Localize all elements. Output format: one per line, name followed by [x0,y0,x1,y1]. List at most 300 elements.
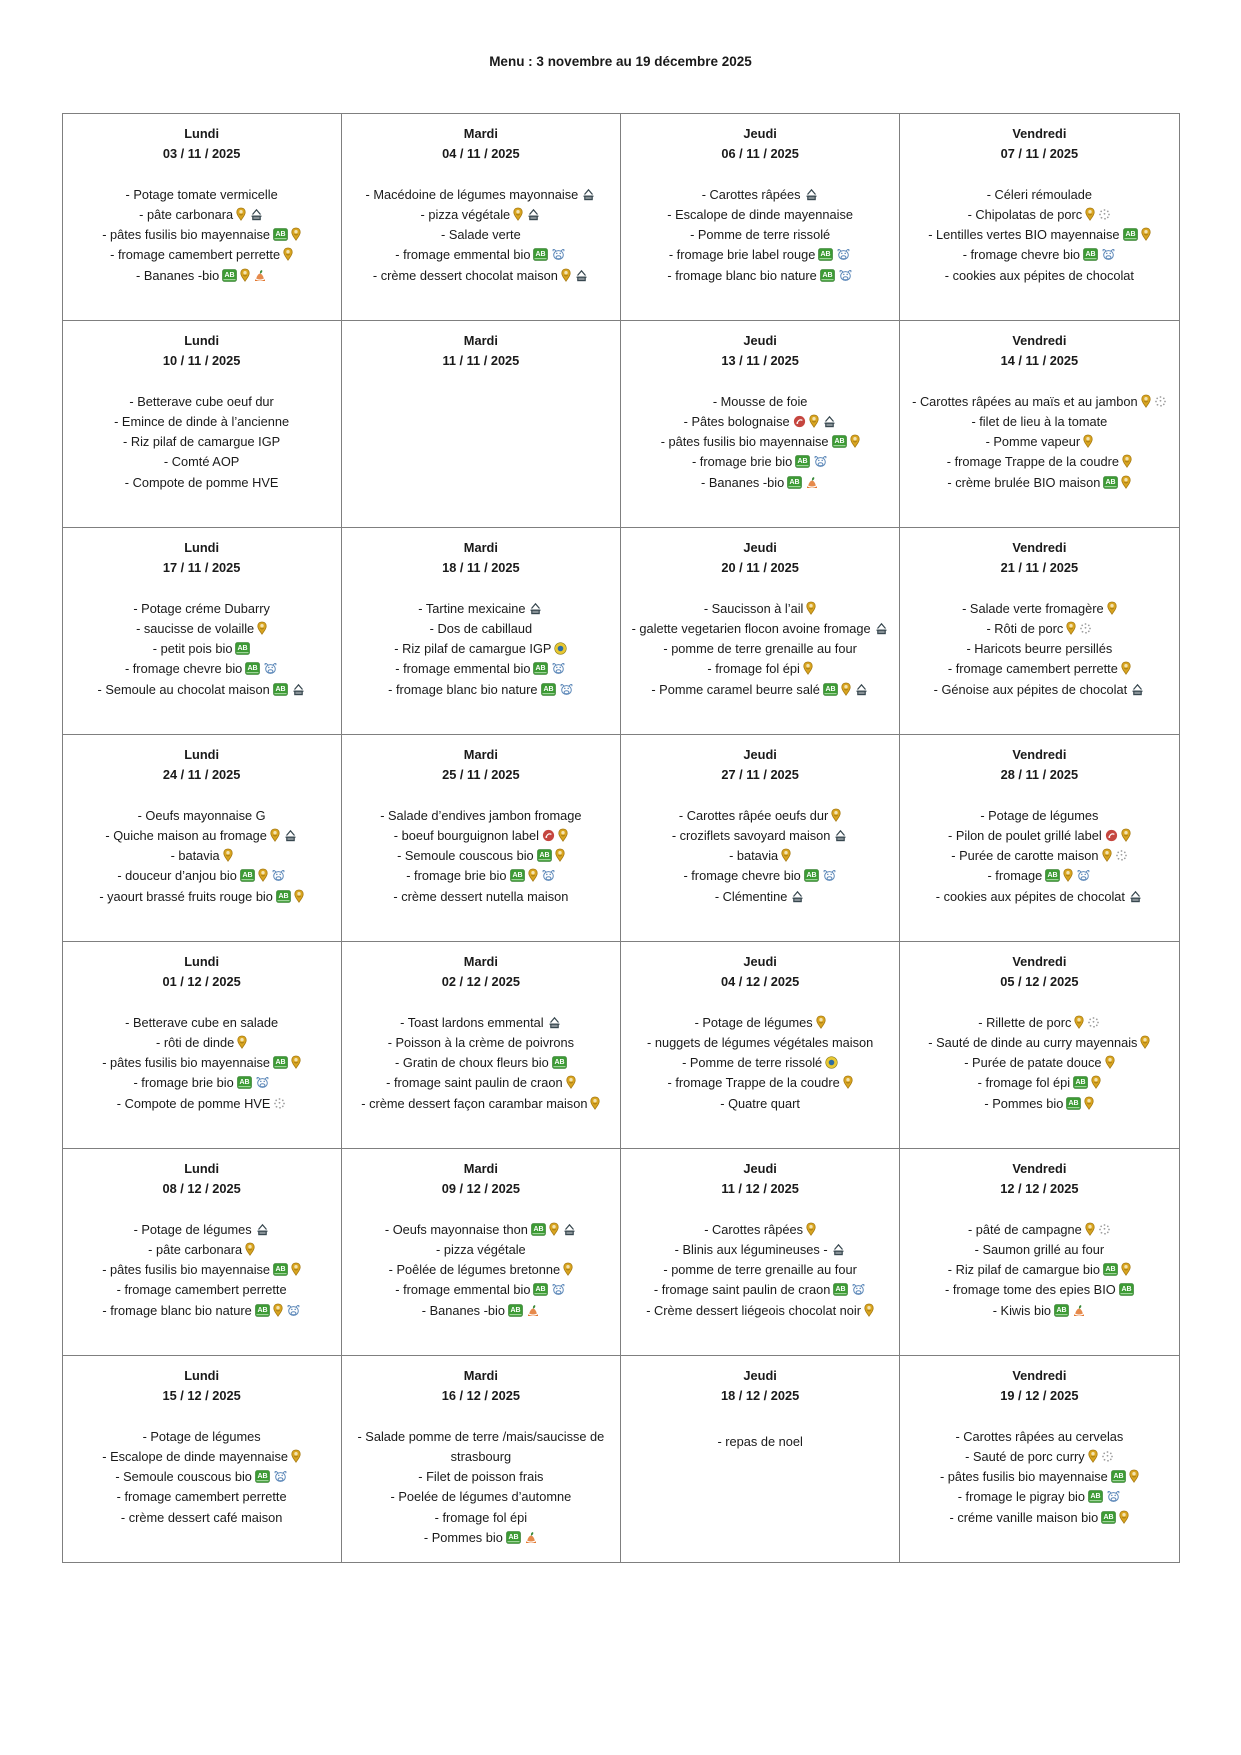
menu-item [350,846,612,866]
day-header [350,124,612,164]
day-header [350,538,612,578]
menu-day-cell [62,942,341,1149]
menu-item [908,432,1170,452]
menu-item-text: - batavia [729,848,779,864]
menu-item-text: - Salade d’endives jambon fromage [380,807,582,823]
day-header [629,952,891,992]
fait-maison-icon [283,829,298,842]
menu-item [629,1073,891,1093]
fait-maison-icon [581,188,596,201]
cow-milk-icon [1106,1490,1121,1503]
menu-item [908,887,1170,907]
menu-item [908,1260,1170,1280]
day-header [908,1366,1170,1406]
svg-text:AB: AB [834,438,845,446]
day-date: 24 / 11 / 2025 [162,766,241,782]
menu-item [908,846,1170,866]
menu-item-text: - Pilon de poulet grillé label [948,827,1102,843]
menu-item-text: - petit pois bio [152,641,233,657]
ab-bio-icon [533,248,548,261]
day-header [629,538,891,578]
menu-item [71,1508,333,1528]
menu-item-text: - Oeufs mayonnaise G [137,807,266,823]
menu-item-text: - pâte carbonara [148,1241,243,1257]
svg-text:AB: AB [1105,478,1116,486]
svg-text:AB: AB [510,1306,521,1314]
menu-item [71,887,333,907]
menu-item-text: - Potage de légumes [133,1221,252,1237]
menu-item-text: - Semoule couscous bio [115,1469,252,1485]
menu-item [71,1013,333,1033]
cow-milk-icon [822,869,837,882]
day-name: Lundi [184,1368,220,1383]
menu-item [350,1033,612,1053]
menu-item-text: - fromage camembert perrette [110,247,281,263]
svg-text:AB: AB [275,685,286,693]
fait-maison-icon [1130,683,1145,696]
svg-text:AB: AB [275,1059,286,1067]
day-header [629,1159,891,1199]
menu-item-text: - Crème dessert liégeois chocolat noir [646,1302,862,1318]
local-pin-icon [273,1303,283,1317]
svg-text:AB: AB [1121,1286,1132,1294]
menu-item-text: - Carottes râpées [701,186,801,202]
svg-text:AB: AB [1124,231,1136,239]
menu-item-text: - cookies aux pépites de chocolat [944,267,1134,283]
menu-item-text: - fromage blanc bio nature [667,267,817,283]
menu-item [350,826,612,846]
menu-item-text: - pâtes fusilis bio mayennaise [660,434,829,450]
menu-week-row [62,942,1179,1149]
commerce-equitable-icon [253,269,267,282]
menu-item [71,1094,333,1114]
day-name: Vendredi [1012,333,1067,348]
fait-maison-icon [822,415,837,428]
menu-item-text: - créme vanille maison bio [949,1509,1099,1525]
svg-text:AB: AB [797,458,808,466]
ab-bio-icon [1103,476,1118,489]
day-header [71,1159,333,1199]
ab-bio-icon [833,1283,848,1296]
menu-item-text: - fromage chevre bio [124,661,243,677]
local-pin-icon [528,868,538,882]
local-pin-icon [223,848,233,862]
menu-item-text: - Pommes bio [423,1529,503,1545]
menu-item-text: - Poelée de légumes d’automne [390,1489,572,1505]
fait-maison-icon [854,683,869,696]
menu-item-text: - Riz pilaf de camargue bio [947,1262,1100,1278]
menu-item-text: - Salade verte fromagère [962,600,1104,616]
menu-item-text: - fromage emmental bio [395,247,531,263]
local-pin-icon [1141,227,1151,241]
menu-item-text: - croziflets savoyard maison [671,827,831,843]
menu-items-list [350,1220,612,1321]
menu-day-cell [621,1149,900,1356]
menu-item [350,1528,612,1548]
menu-item-text: - Purée de patate douce [964,1055,1102,1071]
cow-milk-icon [551,1283,566,1296]
menu-item-text: - fromage fol épi [977,1075,1071,1091]
cow-milk-icon [541,869,556,882]
menu-item-text: - Pomme vapeur [985,434,1081,450]
menu-item-text: - Salade pomme de terre /mais/saucisse de strasbourg [357,1428,605,1464]
menu-items-list [908,1013,1170,1114]
menu-day-cell [341,114,620,321]
menu-item-text: - fromage chevre bio [683,868,801,884]
menu-item [71,1280,333,1300]
fait-maison-icon [547,1016,562,1029]
menu-item-text: - Oeufs mayonnaise thon [384,1221,528,1237]
ab-bio-icon [1073,1076,1088,1089]
menu-item-text: - Pommes bio [984,1095,1064,1111]
svg-text:AB: AB [278,892,289,900]
menu-item-text: - fromage camembert perrette [116,1282,287,1298]
menu-item-text: - Rôti de porc [986,620,1064,636]
menu-item [908,266,1170,286]
svg-text:AB: AB [820,251,831,259]
cow-milk-icon [271,869,286,882]
menu-items-list [629,599,891,700]
day-date: 27 / 11 / 2025 [721,766,799,782]
menu-item [71,1427,333,1447]
menu-item-text: - Chipolatas de porc [967,206,1083,222]
menu-item [629,1094,891,1114]
menu-item [629,1053,891,1073]
menu-item [71,680,333,700]
menu-items-list [350,1427,612,1548]
menu-item [71,412,333,432]
ab-bio-icon [1101,1511,1116,1524]
ab-bio-icon [820,269,835,282]
day-name: Lundi [184,333,220,348]
menu-item [350,1240,612,1260]
svg-text:AB: AB [543,685,554,693]
menu-item [350,185,612,205]
svg-text:AB: AB [554,1059,565,1067]
day-date: 28 / 11 / 2025 [1000,766,1079,782]
cow-milk-icon [551,662,566,675]
menu-item [629,205,891,225]
local-pin-icon [566,1075,576,1089]
menu-item-text: - fromage Trappe de la coudre [667,1075,840,1091]
svg-text:AB: AB [789,478,800,486]
cow-milk-icon [813,455,828,468]
ab-bio-icon [787,476,802,489]
day-name: Jeudi [743,540,777,555]
svg-text:AB: AB [535,251,546,259]
origine-france-icon [1154,395,1167,408]
menu-item-text: - filet de lieu à la tomate [971,413,1108,429]
menu-item-text: - Lentilles vertes BIO mayennaise [928,227,1120,243]
menu-item [71,1260,333,1280]
menu-items-list [908,185,1170,286]
svg-text:AB: AB [535,665,546,673]
menu-item [71,225,333,245]
ab-bio-icon [531,1223,546,1236]
cow-milk-icon [1076,869,1091,882]
ab-bio-icon [508,1304,523,1317]
fait-maison-icon [790,890,805,903]
menu-item-text: - fromage chevre bio [962,247,1081,263]
day-name: Vendredi [1012,126,1067,141]
menu-items-list [908,599,1170,700]
menu-item-text: - Dos de cabillaud [429,620,533,636]
menu-item [908,1301,1170,1321]
local-pin-icon [1122,454,1132,468]
menu-item [908,826,1170,846]
svg-text:AB: AB [275,1266,286,1274]
menu-item [908,680,1170,700]
local-pin-icon [590,1096,600,1110]
day-header [71,124,333,164]
commerce-equitable-icon [526,1304,540,1317]
menu-item-text: - saucisse de volaille [136,620,255,636]
menu-item [908,1033,1170,1053]
menu-item [629,266,891,286]
menu-items-list [908,1427,1170,1528]
menu-item [350,1301,612,1321]
menu-item-text: - pizza végétale [436,1241,526,1257]
day-date: 04 / 12 / 2025 [720,973,800,989]
menu-day-cell [621,942,900,1149]
day-date: 11 / 12 / 2025 [721,1180,799,1196]
day-date: 18 / 11 / 2025 [442,559,520,575]
commerce-equitable-icon [524,1531,538,1544]
menu-item [908,806,1170,826]
menu-item-text: - pâtes fusilis bio mayennaise [102,1055,271,1071]
menu-item-text: - Bananes -bio [136,267,220,283]
local-pin-icon [291,1055,301,1069]
local-pin-icon [1140,1035,1150,1049]
menu-day-cell [900,321,1179,528]
day-header [350,1159,612,1199]
menu-item-text: - pâtes fusilis bio mayennaise [102,227,271,243]
fait-maison-icon [574,269,589,282]
ab-bio-icon [273,683,288,696]
local-pin-icon [1129,1469,1139,1483]
menu-item [908,659,1170,679]
menu-day-cell [900,735,1179,942]
menu-item [908,1013,1170,1033]
label-rouge-icon [542,829,555,842]
menu-items-list [350,806,612,907]
menu-item [350,619,612,639]
menu-item [350,1280,612,1300]
svg-text:AB: AB [535,1286,546,1294]
menu-item-text: - Betterave cube oeuf dur [129,393,274,409]
ab-bio-icon [804,869,819,882]
local-pin-icon [1066,621,1076,635]
menu-item-text: - Blinis aux légumineuses - [674,1241,828,1257]
local-pin-icon [558,828,568,842]
menu-item [350,1427,612,1467]
day-name: Vendredi [1012,747,1067,762]
menu-item-text: - Carottes râpées au maïs et au jambon [912,393,1138,409]
menu-item [350,1053,612,1073]
menu-item [71,659,333,679]
menu-item [350,245,612,265]
menu-item-text: - Gratin de choux fleurs bio [395,1055,549,1071]
svg-text:AB: AB [237,645,249,653]
menu-item [908,1220,1170,1240]
menu-item-text: - fromage tome des epies BIO [945,1282,1116,1298]
menu-item [71,266,333,286]
menu-item-text: - Carottes râpée oeufs dur [678,807,829,823]
fait-maison-icon [833,829,848,842]
menu-item-text: - Carottes râpées [704,1221,804,1237]
origine-france-icon [1101,1450,1114,1463]
menu-item [350,1073,612,1093]
menu-item-text: - Escalope de dinde mayennaise [667,206,853,222]
origine-france-icon [273,1097,286,1110]
menu-items-list [629,1432,891,1452]
ab-bio-icon [276,890,291,903]
local-pin-icon [513,207,523,221]
commerce-equitable-icon [1072,1304,1086,1317]
ab-bio-icon [1066,1097,1081,1110]
menu-day-cell [62,528,341,735]
local-pin-icon [549,1222,559,1236]
menu-item-text: - fromage emmental bio [395,661,531,677]
day-date: 02 / 12 / 2025 [441,973,521,989]
ab-bio-icon [818,248,833,261]
menu-table-body [62,114,1179,1563]
svg-text:AB: AB [533,1225,544,1233]
menu-item-text: - fromage saint paulin de craon [653,1282,831,1298]
fait-maison-icon [804,188,819,201]
local-pin-icon [831,808,841,822]
day-name: Lundi [184,540,220,555]
menu-item-text: - Pomme caramel beurre salé [651,681,820,697]
ab-bio-icon [273,228,288,241]
day-date: 10 / 11 / 2025 [162,352,241,368]
menu-item-text: - Saucisson à l’ail [703,600,804,616]
fait-maison-icon [831,1243,846,1256]
menu-item-text: - pâtes fusilis bio mayennaise [102,1262,271,1278]
menu-item [908,225,1170,245]
menu-item [629,1432,891,1452]
local-pin-icon [1121,828,1131,842]
day-header [908,331,1170,371]
menu-week-row [62,1149,1179,1356]
ab-bio-icon [1119,1283,1134,1296]
menu-item [350,659,612,679]
menu-item-text: - Emince de dinde à l’ancienne [114,413,290,429]
ab-bio-icon [240,869,255,882]
menu-items-list [71,185,333,286]
menu-item [71,1053,333,1073]
menu-item [908,392,1170,412]
menu-item [629,1220,891,1240]
ab-bio-icon [541,683,556,696]
ab-bio-icon [552,1056,567,1069]
day-header [71,745,333,785]
fait-maison-icon [526,208,541,221]
ab-bio-icon [1103,1263,1118,1276]
ab-bio-icon [510,869,525,882]
origine-france-icon [1079,622,1092,635]
local-pin-icon [841,682,851,696]
day-date: 15 / 12 / 2025 [162,1387,241,1403]
menu-item [629,846,891,866]
menu-items-list [908,392,1170,493]
cow-milk-icon [838,269,853,282]
day-name: Lundi [184,126,220,141]
svg-text:AB: AB [1047,872,1058,880]
day-date: 06 / 11 / 2025 [721,145,799,161]
svg-text:AB: AB [242,872,253,880]
day-name: Mardi [463,747,498,762]
cow-milk-icon [273,1470,288,1483]
menu-item [71,245,333,265]
menu-item [71,432,333,452]
local-pin-icon [283,247,293,261]
ab-bio-icon [1123,228,1138,241]
menu-item [629,1301,891,1321]
origine-france-icon [1087,1016,1100,1029]
svg-text:AB: AB [806,872,817,880]
menu-item [908,1427,1170,1447]
day-name: Mardi [463,333,498,348]
menu-item [350,680,612,700]
day-name: Lundi [184,747,220,762]
menu-day-cell [621,735,900,942]
menu-item-text: - Betterave cube en salade [125,1014,279,1030]
label-rouge-icon [1105,829,1118,842]
menu-day-cell [900,1356,1179,1563]
menu-items-list [908,806,1170,907]
menu-item [350,806,612,826]
menu-items-list [629,806,891,907]
local-pin-icon [1091,1075,1101,1089]
cow-milk-icon [286,1304,301,1317]
menu-item [71,452,333,472]
menu-items-list [350,185,612,286]
day-date: 16 / 12 / 2025 [441,1387,521,1403]
fait-maison-icon [874,622,889,635]
menu-item [350,205,612,225]
menu-item-text: - Semoule couscous bio [397,848,534,864]
menu-item-text: - galette vegetarien flocon avoine fromage [631,620,871,636]
menu-item-text: - Escalope de dinde mayennaise [102,1448,288,1464]
day-name: Jeudi [743,954,777,969]
menu-item-text: - fromage fol épi [434,1509,528,1525]
svg-text:AB: AB [1090,1493,1101,1501]
menu-item-text: - douceur d’anjou bio [117,868,237,884]
local-pin-icon [1121,1262,1131,1276]
page-title: Menu : 3 novembre au 19 décembre 2025 [489,54,752,69]
local-pin-icon [240,268,250,282]
menu-item [629,680,891,700]
ab-bio-icon [795,455,810,468]
local-pin-icon [1083,434,1093,448]
menu-item [71,1073,333,1093]
menu-items-list [71,1013,333,1114]
menu-item-text: - fromage brie label rouge [668,247,816,263]
ab-bio-icon [237,1076,252,1089]
menu-item [71,639,333,659]
menu-item-text: - Riz pilaf de camargue IGP [394,641,552,657]
day-date: 09 / 12 / 2025 [441,1180,521,1196]
igp-icon [554,642,567,655]
menu-day-cell [62,735,341,942]
day-header [908,952,1170,992]
menu-item [629,1260,891,1280]
menu-day-cell [341,1356,620,1563]
menu-item-text: - Kiwis bio [992,1302,1052,1318]
menu-item-text: - pomme de terre grenaille au four [663,641,857,657]
menu-item-text: - crème dessert façon carambar maison [361,1095,588,1111]
